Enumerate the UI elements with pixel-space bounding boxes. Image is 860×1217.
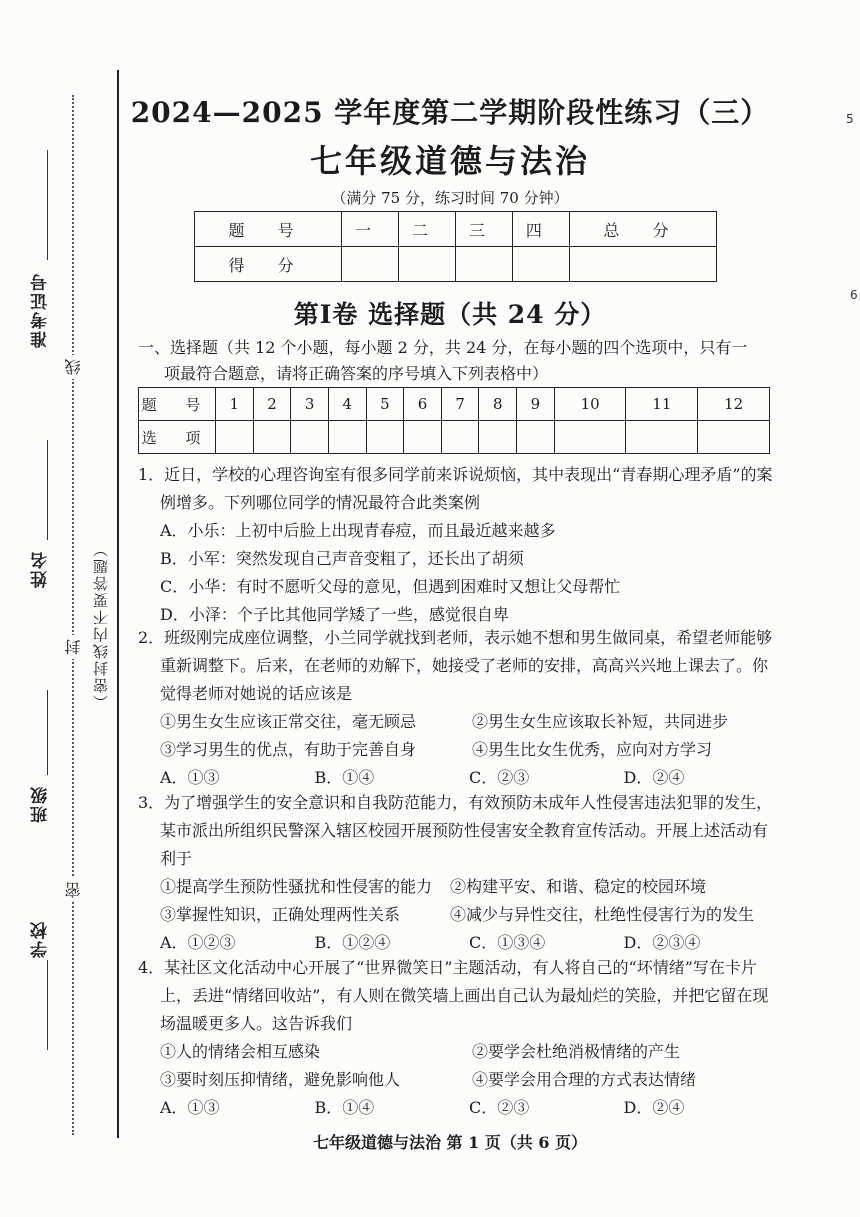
school-blank — [47, 960, 48, 1050]
answer-choice-cell[interactable] — [216, 421, 254, 454]
answer-number-cell: 7 — [441, 388, 479, 421]
section-instruction-2: 项最符合题意，请将正确答案的序号填入下列表格中） — [164, 364, 549, 383]
question-3-statement-4: ④减少与异性交往，杜绝性侵害行为的发生 — [450, 905, 755, 924]
question-2-statement-2: ②男生女生应该取长补短，共同进步 — [472, 712, 729, 731]
answer-number-cell: 2 — [253, 388, 291, 421]
question-2 — [138, 624, 778, 792]
section-instruction-1: 一、选择题（共 12 个小题，每小题 2 分，共 24 分，在每小题的四个选项中，只有一 — [138, 338, 748, 357]
answer-number-cell: 5 — [366, 388, 404, 421]
score-table-header-row — [195, 212, 717, 247]
score-header-cell: 三 — [455, 212, 512, 247]
question-1-option-b: B．小军：突然发现自己声音变粗了，还长出了胡须 — [160, 549, 524, 568]
question-3 — [138, 789, 778, 957]
exam-title: 2024—2025 学年度第二学期阶段性练习（三） — [130, 96, 770, 129]
question-3-choice-d: D．②③④ — [623, 933, 701, 952]
score-cell[interactable] — [569, 247, 716, 282]
section-title: 第Ⅰ卷 选择题（共 24 分） — [293, 300, 607, 329]
exam-info: （满分 75 分，练习时间 70 分钟） — [331, 189, 569, 207]
seal-word-seal: 封 — [62, 635, 84, 659]
score-cell[interactable] — [342, 247, 399, 282]
score-cell[interactable] — [399, 247, 456, 282]
edge-number-5: 5 — [846, 112, 854, 126]
question-3-statement-2: ②构建平安、和谐、稳定的校园环境 — [450, 877, 707, 896]
question-3-choice-b: B．①②④ — [314, 933, 391, 952]
question-3-statement-3: ③掌握性知识，正确处理两性关系 — [160, 905, 401, 924]
answer-choice-cell[interactable] — [441, 421, 479, 454]
question-2-statement-3: ③学习男生的优点，有助于完善自身 — [160, 740, 417, 759]
school-label: 学校 — [31, 920, 51, 958]
answer-choice-cell[interactable] — [626, 421, 698, 454]
question-3-choice-a: A．①②③ — [160, 933, 236, 952]
answer-choice-cell[interactable] — [404, 421, 442, 454]
question-2-choice-c: C．②③ — [469, 768, 530, 787]
question-2-choice-d: D．②④ — [623, 768, 685, 787]
question-2-stem: 2．班级刚完成座位调整，小兰同学就找到老师，表示她不想和男生做同桌，希望老师能够重新调整下。后来，在老师的劝解下，她接受了老师的安排，高高兴兴地上课去了。你觉得老师对她说的话应该是 — [138, 628, 773, 703]
question-3-statement-1: ①提高学生预防性骚扰和性侵害的能力 — [160, 877, 433, 896]
answer-number-cell: 8 — [479, 388, 517, 421]
score-header-cell: 一 — [342, 212, 399, 247]
score-header-cell: 题 号 — [195, 212, 342, 247]
seal-note: （密封线内不要答题） — [92, 540, 110, 710]
answer-number-cell: 3 — [291, 388, 329, 421]
exam-number-label: 准考证号 — [31, 272, 51, 348]
answer-choice-cell[interactable] — [698, 421, 770, 454]
answer-choice-cell[interactable] — [253, 421, 291, 454]
question-4 — [138, 954, 778, 1122]
class-label: 班级 — [31, 785, 51, 823]
answer-number-cell: 12 — [698, 388, 770, 421]
question-2-choice-b: B．①④ — [314, 768, 375, 787]
answer-number-cell: 9 — [517, 388, 555, 421]
answer-choice-row — [139, 421, 770, 454]
score-cell[interactable] — [455, 247, 512, 282]
question-4-choice-a: A．①③ — [160, 1098, 220, 1117]
seal-word-line: 线 — [62, 355, 84, 379]
answer-table — [138, 387, 770, 454]
answer-number-cell: 4 — [328, 388, 366, 421]
score-table — [194, 211, 717, 282]
seal-dotted-line — [72, 95, 74, 1135]
question-1-option-c: C．小华：有时不愿听父母的意见，但遇到困难时又想让父母帮忙 — [160, 577, 621, 596]
answer-choice-cell[interactable] — [366, 421, 404, 454]
score-header-cell: 二 — [399, 212, 456, 247]
answer-number-row — [139, 388, 770, 421]
name-label: 姓名 — [31, 550, 51, 588]
question-4-choice-c: C．②③ — [469, 1098, 530, 1117]
answer-choice-cell[interactable] — [328, 421, 366, 454]
edge-number-6: 6 — [850, 288, 858, 302]
name-blank — [47, 440, 48, 540]
question-2-statement-1: ①男生女生应该正常交往，毫无顾忌 — [160, 712, 417, 731]
class-blank — [47, 690, 48, 775]
answer-choice-cell[interactable] — [517, 421, 555, 454]
seal-word-secret: 密 — [62, 878, 84, 902]
binding-line — [117, 70, 119, 1138]
question-2-statement-4: ④男生比女生优秀，应向对方学习 — [472, 740, 713, 759]
score-table-score-row — [195, 247, 717, 282]
answer-number-label: 题 号 — [139, 388, 216, 421]
question-1-stem: 1．近日，学校的心理咨询室有很多同学前来诉说烦恼，其中表现出“青春期心理矛盾”的案例增多。下列哪位同学的情况最符合此类案例 — [138, 465, 773, 512]
question-4-choice-b: B．①④ — [314, 1098, 375, 1117]
answer-choice-cell[interactable] — [479, 421, 517, 454]
answer-number-cell: 11 — [626, 388, 698, 421]
question-4-statement-2: ②要学会杜绝消极情绪的产生 — [472, 1042, 681, 1061]
exam-number-blank — [47, 150, 48, 260]
answer-number-cell: 10 — [554, 388, 626, 421]
answer-number-cell: 1 — [216, 388, 254, 421]
answer-choice-cell[interactable] — [554, 421, 626, 454]
page-footer: 七年级道德与法治 第 1 页（共 6 页） — [312, 1133, 588, 1152]
score-header-cell: 总 分 — [569, 212, 716, 247]
question-4-statement-3: ③要时刻压抑情绪，避免影响他人 — [160, 1070, 401, 1089]
question-1-option-d: D．小泽：个子比其他同学矮了一些，感觉很自卑 — [160, 605, 509, 624]
answer-choice-label: 选 项 — [139, 421, 216, 454]
question-2-choice-a: A．①③ — [160, 768, 220, 787]
question-1-option-a: A．小乐：上初中后脸上出现青春痘，而且最近越来越多 — [160, 521, 556, 540]
answer-choice-cell[interactable] — [291, 421, 329, 454]
score-row-label: 得 分 — [195, 247, 342, 282]
subject-title: 七年级道德与法治 — [309, 142, 590, 180]
score-cell[interactable] — [512, 247, 569, 282]
answer-number-cell: 6 — [404, 388, 442, 421]
question-3-stem: 3．为了增强学生的安全意识和自我防范能力，有效预防未成年人性侵害违法犯罪的发生，某市派出所组织民警深入辖区校园开展预防性侵害安全教育宣传活动。开展上述活动有利于 — [138, 793, 773, 868]
question-4-choice-d: D．②④ — [623, 1098, 685, 1117]
question-4-stem: 4．某社区文化活动中心开展了“世界微笑日”主题活动，有人将自己的“坏情绪”写在卡片上，丢进“情绪回收站”，有人则在微笑墙上画出自己认为最灿烂的笑脸，并把它留在现场温暖更多人。这告诉我们 — [138, 958, 769, 1033]
score-header-cell: 四 — [512, 212, 569, 247]
question-3-choice-c: C．①③④ — [469, 933, 546, 952]
question-4-statement-1: ①人的情绪会相互感染 — [160, 1042, 321, 1061]
question-1 — [138, 461, 778, 629]
question-4-statement-4: ④要学会用合理的方式表达情绪 — [472, 1070, 697, 1089]
